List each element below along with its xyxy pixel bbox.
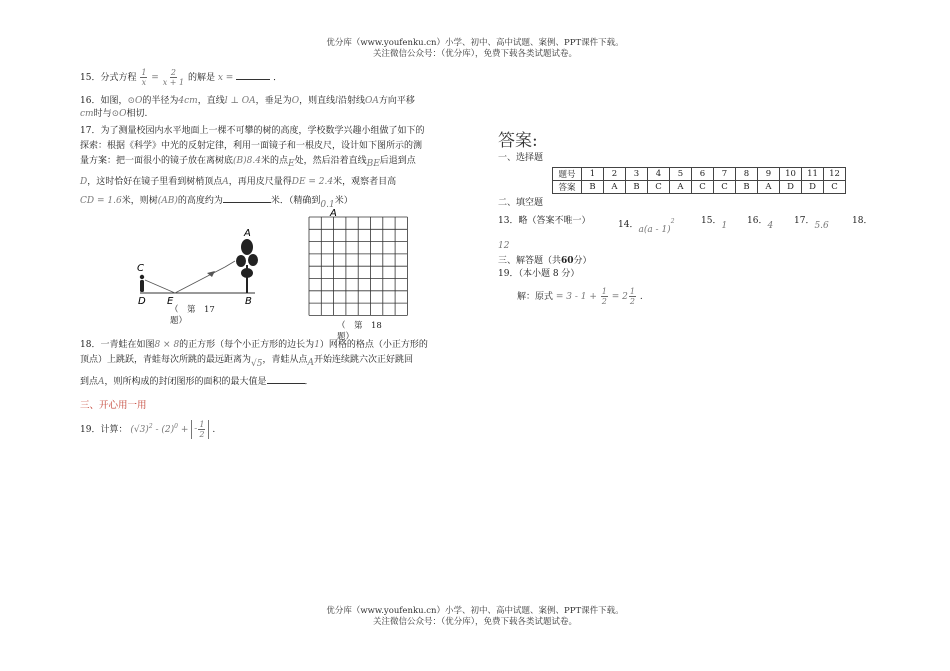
answers-table-head-cell: 3: [626, 168, 648, 181]
person-head: [140, 275, 144, 279]
answers-table: [552, 167, 846, 194]
label-d: D: [138, 296, 146, 305]
answers-table-cell: A: [604, 181, 626, 194]
answers-section-3: 三、解答题（共60分）: [498, 256, 592, 266]
answers-table-cell: B: [626, 181, 648, 194]
label-c: C: [137, 263, 144, 274]
person-body: [140, 280, 144, 292]
header-line-1: 优分库（www.youfenku.cn）小学、初中、高中试题、案例、PPT课件下载。: [326, 38, 624, 48]
reflect-arrow-ray: [225, 261, 235, 267]
answers-table-head-cell: 10: [780, 168, 802, 181]
answers-table-cell: C: [824, 181, 846, 194]
question-19: 19．计算： $(√3)^2 - (2)^0$ + - $\frac{1}{2}$ .: [80, 420, 216, 439]
answers-table-cell: B: [582, 181, 604, 194]
answers-table-cell: B: [736, 181, 758, 194]
section-3-heading: 三、开心用一用: [80, 400, 147, 411]
question-18-line-1: 18．一青蛙在如图8 × 8的正方形（每个小正方形的边长为1）网格的格点（小正方形的: [80, 340, 428, 350]
answers-table-cell: A: [758, 181, 780, 194]
question-18-line-2: 顶点）上跳跃，青蛙每次所跳的最远距离为√5，青蛙从点A开始连续跳六次正好跳回: [80, 355, 414, 369]
answers-table-cell: C: [648, 181, 670, 194]
answers-section-2: 二、填空题: [498, 198, 544, 208]
answer-blank-17[interactable]: [223, 194, 271, 203]
question-17: [80, 124, 424, 209]
answer-17: 17．5.6: [794, 216, 829, 231]
answers-table-head: [553, 168, 846, 181]
answers-table-head-cell: 7: [714, 168, 736, 181]
fraction-2-over-x-plus-1: $\frac{2}{x + 1}$: [162, 68, 185, 87]
label-b: B: [245, 296, 252, 305]
answers-table-cell: D: [802, 181, 824, 194]
page-header: [0, 38, 950, 60]
answers-table-cell: 答案: [553, 181, 582, 194]
question-16: [80, 95, 415, 121]
label-e: E: [167, 296, 174, 305]
answers-table-cell: C: [714, 181, 736, 194]
answer-18-label: 18．: [852, 216, 873, 226]
question-16-line-1: 16．如图，⊙O的半径为4cm，直线l ⊥ OA，垂足为O，则直线l沿射线OA方向平移: [80, 96, 415, 106]
answers-section-1: 一、选择题: [498, 153, 544, 163]
reflect-ray-2: [145, 280, 175, 293]
figure-17-caption: （ 第 17 题）: [170, 305, 215, 326]
label-a: A: [244, 228, 251, 239]
answers-table-cell: D: [780, 181, 802, 194]
answers-table-head-cell: 12: [824, 168, 846, 181]
question-17-line-3: 量方案：把一面很小的镜子放在离树底(B)8.4米的点E处，然后沿着直线BE后退到点: [80, 156, 416, 169]
question-17-line-4: D，这时恰好在镜子里看到树梢顶点A，再用皮尺量得DE = 2.4米，观察者目高: [80, 177, 397, 187]
answer-blank-18[interactable]: [267, 375, 305, 384]
question-18: [80, 338, 428, 390]
header-line-2: 关注微信公众号：（优分库），免费下载各类试题试卷。: [372, 49, 577, 59]
figure-18-grid: [303, 207, 413, 322]
question-17-line-1: 17．为了测量校园内水平地面上一棵不可攀的树的高度，学校数学兴趣小组做了如下的: [80, 126, 425, 136]
answer-18-value: 12: [498, 241, 510, 251]
page-footer: [0, 606, 950, 628]
question-16-line-2: cm时与⊙O相切.: [80, 109, 148, 119]
grid-label-a: A: [330, 208, 337, 219]
footer-line-2: 关注微信公众号：（优分库），免费下载各类试题试卷。: [372, 617, 577, 627]
fraction-1-over-x: $\frac{1}{x}$: [141, 68, 147, 87]
answers-fill-row: [498, 215, 878, 235]
footer-line-1: 优分库（www.youfenku.cn）小学、初中、高中试题、案例、PPT课件下载。: [326, 606, 624, 616]
answers-table-head-cell: 5: [670, 168, 692, 181]
answers-table-head-cell: 8: [736, 168, 758, 181]
answers-table-head-cell: 6: [692, 168, 714, 181]
question-17-line-5: CD = 1.6米，则树(AB)的高度约为 米．（精确到0.1米）: [80, 196, 353, 210]
answers-table-head-cell: 11: [802, 168, 824, 181]
answer-19-solution: 解：原式 = 3 - 1 + $\frac{1}{2}$ = 2 $\frac{1}{2}$ .: [517, 287, 643, 306]
figure-17-diagram: [125, 225, 285, 305]
answers-title: 答案:: [498, 131, 538, 151]
question-17-line-2: 探索：根据《科学》中光的反射定律，利用一面镜子和一根皮尺，设计如下图所示的测: [80, 141, 423, 151]
answer-15: 15．1: [701, 216, 728, 231]
answers-table-cell: A: [670, 181, 692, 194]
tree-crown-bottom: [241, 268, 253, 278]
answers-table-head-cell: 1: [582, 168, 604, 181]
answers-table-head-cell: 题号: [553, 168, 582, 181]
answer-19-heading: 19．（本小题 8 分）: [498, 269, 580, 279]
tree-crown-right: [248, 254, 258, 266]
answer-blank-15[interactable]: [236, 71, 270, 80]
answer-16: 16．4: [747, 216, 774, 231]
answers-table-head-cell: 4: [648, 168, 670, 181]
tree-crown-top: [241, 239, 253, 255]
reflect-ray-1: [175, 267, 225, 293]
answers-table-head-cell: 2: [604, 168, 626, 181]
answer-13: 13．略（答案不唯一）: [498, 216, 591, 226]
tree-crown-left: [236, 255, 246, 267]
answers-table-head-cell: 9: [758, 168, 780, 181]
answers-table-cell: C: [692, 181, 714, 194]
question-15: 15．分式方程 $\frac{1}{x}$ = $\frac{2}{x + 1}$ 的解是 x = ．: [80, 68, 283, 87]
answers-table-row: [553, 181, 846, 194]
question-18-line-3: 到点A，则所构成的封闭图形的面积的最大值是 ．: [80, 377, 314, 387]
answer-14: 14．a(a - 1)$^2$: [618, 218, 675, 235]
figure-18-caption: （ 第 18 题）: [337, 321, 382, 342]
absolute-value: - $\frac{1}{2}$: [191, 420, 209, 439]
